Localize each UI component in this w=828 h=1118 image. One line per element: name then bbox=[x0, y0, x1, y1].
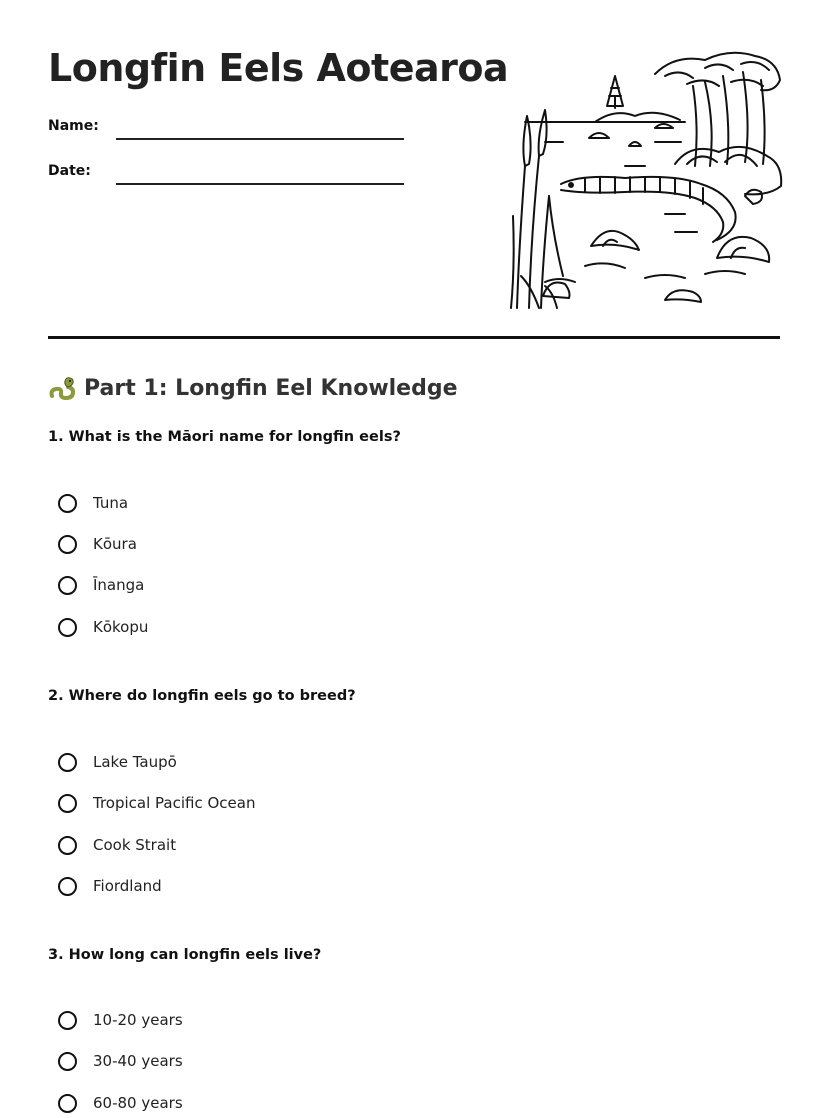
option-label: Kōkopu bbox=[93, 618, 149, 636]
option-label: Īnanga bbox=[93, 576, 145, 594]
question-1: 1. What is the Māori name for longfin eels? bbox=[48, 429, 401, 445]
q3-option-2[interactable] bbox=[58, 1049, 183, 1073]
q1-option-1[interactable] bbox=[58, 491, 128, 515]
option-label: Cook Strait bbox=[93, 836, 177, 854]
radio-button[interactable] bbox=[58, 836, 77, 855]
page-title: Longfin Eels Aotearoa bbox=[48, 46, 509, 90]
q2-option-2[interactable] bbox=[58, 791, 255, 815]
date-field[interactable] bbox=[48, 163, 408, 187]
option-label: Fiordland bbox=[93, 877, 162, 895]
option-label: 60-80 years bbox=[93, 1094, 183, 1112]
q3-option-1[interactable] bbox=[58, 1008, 183, 1032]
option-label: Kōura bbox=[93, 535, 137, 553]
radio-button[interactable] bbox=[58, 576, 77, 595]
q1-option-4[interactable] bbox=[58, 615, 148, 639]
option-label: Lake Taupō bbox=[93, 753, 177, 771]
q1-option-2[interactable] bbox=[58, 532, 137, 556]
option-label: 30-40 years bbox=[93, 1052, 183, 1070]
option-label: Tropical Pacific Ocean bbox=[93, 794, 256, 812]
radio-button[interactable] bbox=[58, 618, 77, 637]
option-label: 10-20 years bbox=[93, 1011, 183, 1029]
snake-icon bbox=[48, 374, 76, 402]
radio-button[interactable] bbox=[58, 753, 77, 772]
radio-button[interactable] bbox=[58, 1011, 77, 1030]
radio-button[interactable] bbox=[58, 494, 77, 513]
q2-option-3[interactable] bbox=[58, 833, 176, 857]
radio-button[interactable] bbox=[58, 794, 77, 813]
q2-option-4[interactable] bbox=[58, 874, 162, 898]
question-3: 3. How long can longfin eels live? bbox=[48, 947, 322, 963]
section-title: Part 1: Longfin Eel Knowledge bbox=[84, 375, 458, 401]
header-divider bbox=[48, 336, 780, 339]
radio-button[interactable] bbox=[58, 1052, 77, 1071]
date-label: Date: bbox=[48, 163, 91, 179]
date-input-line[interactable] bbox=[116, 183, 404, 185]
name-label: Name: bbox=[48, 118, 99, 134]
option-label: Tuna bbox=[93, 494, 129, 512]
name-input-line[interactable] bbox=[116, 138, 404, 140]
eel-river-illustration bbox=[505, 46, 785, 318]
q2-option-1[interactable] bbox=[58, 750, 177, 774]
radio-button[interactable] bbox=[58, 1094, 77, 1113]
question-2: 2. Where do longfin eels go to breed? bbox=[48, 688, 356, 704]
radio-button[interactable] bbox=[58, 877, 77, 896]
q1-option-3[interactable] bbox=[58, 573, 144, 597]
name-field[interactable] bbox=[48, 118, 408, 142]
q3-option-3[interactable] bbox=[58, 1091, 183, 1115]
section-heading bbox=[48, 374, 458, 402]
radio-button[interactable] bbox=[58, 535, 77, 554]
